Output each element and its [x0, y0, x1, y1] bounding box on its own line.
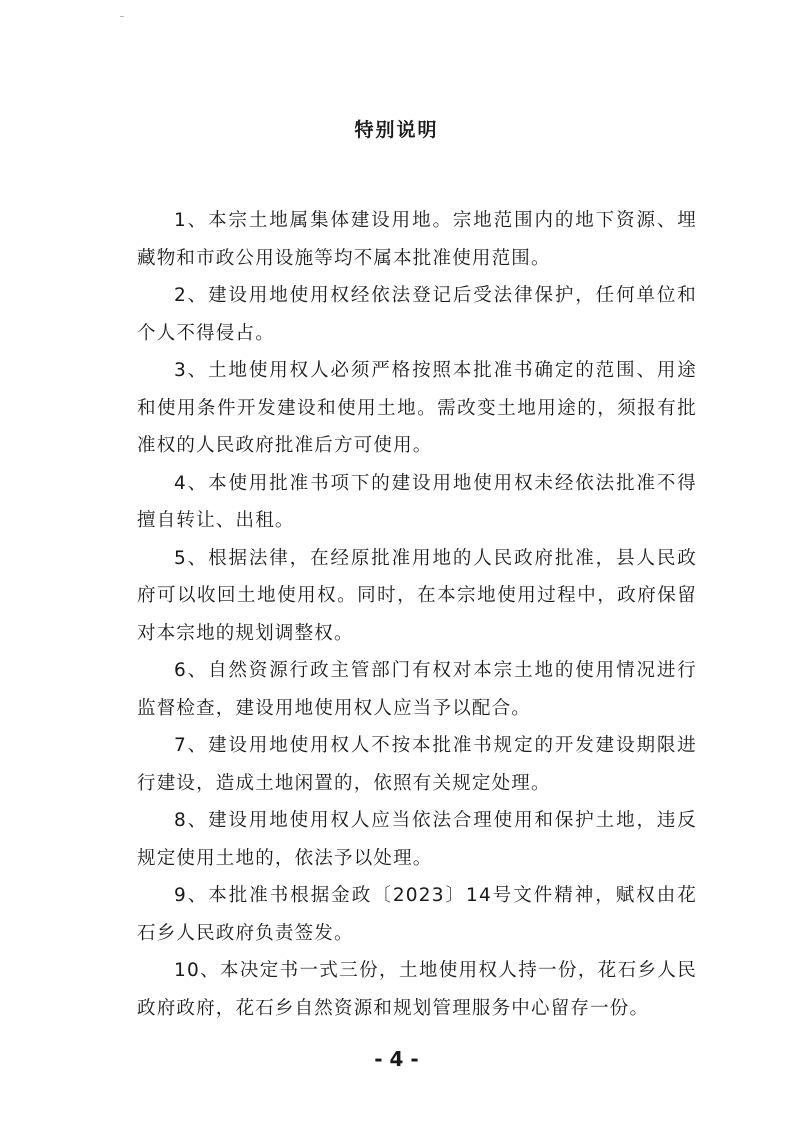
document-title: 特别说明	[354, 119, 439, 141]
paragraph-2: 2、建设用地使用权经依法登记后受法律保护，任何单位和个人不得侵占。	[137, 285, 697, 344]
document-body	[137, 202, 697, 1027]
paragraph-1: 1、本宗土地属集体建设用地。宗地范围内的地下资源、埋藏物和市政公用设施等均不属本批准使用范围。	[137, 210, 697, 269]
paragraph-9: 9、本批准书根据金政〔2023〕14号文件精神，赋权由花石乡人民政府负责签发。	[137, 885, 697, 944]
paragraph-6: 6、自然资源行政主管部门有权对本宗土地的使用情况进行监督检查，建设用地使用权人应当予以配合。	[137, 660, 697, 719]
paragraph-3: 3、土地使用权人必须严格按照本批准书确定的范围、用途和使用条件开发建设和使用土地。需改变土地用途的，须报有批准权的人民政府批准后方可使用。	[137, 360, 697, 456]
paragraph-4: 4、本使用批准书项下的建设用地使用权未经依法批准不得擅自转让、出租。	[137, 472, 697, 531]
page-number: - 4 -	[374, 1047, 419, 1071]
scan-mark	[120, 16, 124, 17]
paragraph-5: 5、根据法律，在经原批准用地的人民政府批准，县人民政府可以收回土地使用权。同时，在本宗地使用过程中，政府保留对本宗地的规划调整权。	[137, 547, 697, 644]
paragraph-8: 8、建设用地使用权人应当依法合理使用和保护土地，违反规定使用土地的，依法予以处理。	[137, 810, 697, 869]
paragraph-7: 7、建设用地使用权人不按本批准书规定的开发建设期限进行建设，造成土地闲置的，依照有关规定处理。	[137, 735, 697, 794]
paragraph-10: 10、本决定书一式三份，土地使用权人持一份，花石乡人民政府政府，花石乡自然资源和规划管理服务中心留存一份。	[137, 960, 697, 1019]
